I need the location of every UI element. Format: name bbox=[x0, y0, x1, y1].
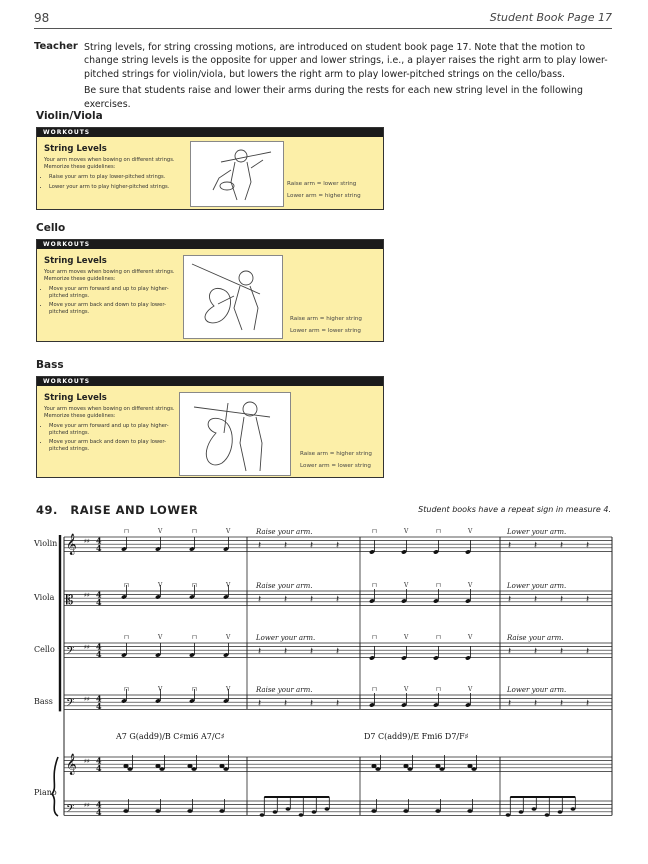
note-head bbox=[155, 809, 160, 813]
key-signature: ♯♯ bbox=[84, 644, 90, 651]
workout-description bbox=[44, 406, 179, 456]
bow-mark: V bbox=[158, 634, 163, 641]
rest-icon: 𝄽 bbox=[560, 540, 564, 551]
bassist-drawing bbox=[180, 393, 290, 475]
rest-icon: 𝄽 bbox=[258, 698, 262, 709]
rest-icon: 𝄽 bbox=[336, 540, 340, 551]
note-head bbox=[191, 767, 196, 771]
workout-banner: WORKOUTS bbox=[37, 377, 383, 386]
time-signature: 4 bbox=[96, 597, 102, 607]
teacher-label: Teacher bbox=[34, 41, 78, 52]
time-signature: 4 bbox=[96, 755, 102, 766]
time-signature: 4 bbox=[96, 701, 102, 711]
chord-symbols-m3: D7 C(add9)/E Fmi6 D7/F♯ bbox=[364, 732, 469, 741]
time-signature: 4 bbox=[96, 693, 102, 704]
note-head bbox=[471, 767, 476, 771]
note-head bbox=[435, 764, 440, 768]
rest-icon: 𝄽 bbox=[534, 594, 538, 605]
workout-banner: WORKOUTS bbox=[37, 128, 383, 137]
workout-intro: Your arm moves when bowing on different strings. Memorize these guidelines: bbox=[44, 406, 175, 419]
time-signature: 4 bbox=[96, 535, 102, 546]
time-signature: 4 bbox=[96, 649, 102, 659]
rest-icon: 𝄽 bbox=[310, 646, 314, 657]
workout-label-2: Lower arm = higher string bbox=[287, 193, 361, 199]
bow-mark: V bbox=[158, 528, 163, 535]
note-head bbox=[159, 767, 164, 771]
workout-box-cello bbox=[36, 239, 384, 342]
exercise-number: 49. bbox=[36, 503, 58, 517]
note-head bbox=[407, 767, 412, 771]
rest-icon: 𝄽 bbox=[310, 698, 314, 709]
bow-mark: V bbox=[468, 528, 473, 535]
note-head bbox=[506, 813, 511, 817]
workout-bullet: • Move your arm back and down to play lower-pitched strings. bbox=[49, 439, 179, 452]
note-head bbox=[223, 767, 228, 771]
rest-icon: 𝄽 bbox=[336, 698, 340, 709]
bow-mark: V bbox=[226, 528, 231, 535]
workout-label-1: Raise arm = higher string bbox=[300, 451, 372, 457]
rest-icon: 𝄽 bbox=[284, 698, 288, 709]
direction-text: Raise your arm. bbox=[256, 582, 313, 590]
bow-mark: V bbox=[468, 686, 473, 693]
rest-icon: 𝄽 bbox=[258, 646, 262, 657]
note-head bbox=[187, 764, 192, 768]
music-score bbox=[0, 515, 648, 864]
header-rule bbox=[34, 28, 612, 29]
note-head bbox=[571, 807, 576, 811]
rest-icon: 𝄽 bbox=[284, 540, 288, 551]
workout-heading: String Levels bbox=[44, 144, 107, 154]
rest-icon: 𝄽 bbox=[258, 594, 262, 605]
bow-mark: V bbox=[404, 634, 409, 641]
section-title-bass: Bass bbox=[36, 359, 64, 371]
bow-mark: V bbox=[404, 528, 409, 535]
note-head bbox=[123, 764, 128, 768]
bow-mark: V bbox=[158, 686, 163, 693]
page-number: 98 bbox=[34, 11, 50, 25]
bow-mark: ⊓ bbox=[436, 634, 442, 641]
instrument-name: Piano bbox=[34, 788, 57, 797]
note-head bbox=[545, 813, 550, 817]
workout-description bbox=[44, 157, 179, 193]
rest-icon: 𝄽 bbox=[508, 540, 512, 551]
direction-text: Lower your arm. bbox=[507, 686, 567, 694]
bow-mark: V bbox=[226, 634, 231, 641]
direction-text: Lower your arm. bbox=[256, 634, 316, 642]
time-signature: 4 bbox=[96, 763, 102, 773]
bow-mark: ⊓ bbox=[124, 634, 130, 641]
note-head bbox=[286, 807, 291, 811]
note-head bbox=[532, 807, 537, 811]
workout-bullet: • Move your arm forward and up to play higher-pitched strings. bbox=[49, 286, 179, 299]
cellist-illustration bbox=[183, 255, 283, 339]
note-head bbox=[260, 813, 265, 817]
time-signature: 4 bbox=[96, 807, 102, 817]
workout-bullet: • Move your arm back and down to play lower-pitched strings. bbox=[49, 302, 179, 315]
time-signature: 4 bbox=[96, 589, 102, 600]
cellist-drawing bbox=[184, 256, 282, 338]
workout-heading: String Levels bbox=[44, 256, 107, 266]
note-head bbox=[312, 810, 317, 814]
bow-mark: ⊓ bbox=[192, 634, 198, 641]
rest-icon: 𝄽 bbox=[284, 594, 288, 605]
bow-mark: ⊓ bbox=[372, 582, 378, 589]
workout-bullet: • Raise your arm to play lower-pitched strings. bbox=[49, 174, 179, 181]
instrument-name: Cello bbox=[34, 645, 55, 654]
bow-mark: ⊓ bbox=[192, 528, 198, 535]
clef-icon: 𝄢 bbox=[66, 803, 75, 818]
rest-icon: 𝄽 bbox=[534, 540, 538, 551]
exercise-name: RAISE AND LOWER bbox=[70, 503, 199, 517]
workout-label-1: Raise arm = lower string bbox=[287, 181, 357, 187]
workout-bullet: • Move your arm forward and up to play higher-pitched strings. bbox=[49, 423, 179, 436]
workout-intro: Your arm moves when bowing on different strings. Memorize these guidelines: bbox=[44, 157, 175, 170]
direction-text: Lower your arm. bbox=[507, 528, 567, 536]
bow-mark: V bbox=[226, 582, 231, 589]
key-signature: ♯♯ bbox=[84, 758, 90, 765]
note-head bbox=[467, 809, 472, 813]
bow-mark: ⊓ bbox=[124, 686, 130, 693]
rest-icon: 𝄽 bbox=[508, 594, 512, 605]
note-head bbox=[123, 809, 128, 813]
direction-text: Lower your arm. bbox=[507, 582, 567, 590]
clef-icon: 𝄡 bbox=[66, 593, 74, 608]
key-signature: ♯♯ bbox=[84, 696, 90, 703]
bow-mark: V bbox=[226, 686, 231, 693]
instrument-name: Bass bbox=[34, 697, 53, 706]
rest-icon: 𝄽 bbox=[560, 698, 564, 709]
direction-text: Raise your arm. bbox=[507, 634, 564, 642]
note-head bbox=[127, 767, 132, 771]
note-head bbox=[325, 807, 330, 811]
time-signature: 4 bbox=[96, 543, 102, 553]
workout-label-2: Lower arm = lower string bbox=[290, 328, 361, 334]
clef-icon: 𝄞 bbox=[66, 534, 77, 555]
violinist-drawing bbox=[191, 142, 283, 206]
rest-icon: 𝄽 bbox=[310, 540, 314, 551]
bow-mark: V bbox=[158, 582, 163, 589]
piano-brace bbox=[52, 757, 58, 816]
note-head bbox=[403, 809, 408, 813]
teacher-paragraph-1: String levels, for string crossing motions, are introduced on student book page 17. Note that the motion to change string levels is the opposite for upper and lower strings, i.e., a player raises the right arm to play lower-pitched strings for violin/viola, but lowers the right arm to play lower-pitched strings on the cello/bass. bbox=[84, 42, 608, 80]
rest-icon: 𝄽 bbox=[586, 646, 590, 657]
workout-intro: Your arm moves when bowing on different strings. Memorize these guidelines: bbox=[44, 269, 175, 282]
rest-icon: 𝄽 bbox=[586, 540, 590, 551]
rest-icon: 𝄽 bbox=[258, 540, 262, 551]
bow-mark: V bbox=[404, 686, 409, 693]
bassist-illustration bbox=[179, 392, 291, 476]
note-head bbox=[371, 764, 376, 768]
note-head bbox=[219, 764, 224, 768]
note-head bbox=[155, 764, 160, 768]
rest-icon: 𝄽 bbox=[586, 698, 590, 709]
exercise-note: Student books have a repeat sign in measure 4. bbox=[418, 505, 611, 514]
workout-label-1: Raise arm = higher string bbox=[290, 316, 362, 322]
workout-banner: WORKOUTS bbox=[37, 240, 383, 249]
rest-icon: 𝄽 bbox=[508, 646, 512, 657]
note-head bbox=[299, 813, 304, 817]
rest-icon: 𝄽 bbox=[560, 594, 564, 605]
rest-icon: 𝄽 bbox=[560, 646, 564, 657]
teacher-paragraph-2: Be sure that students raise and lower their arms during the rests for each new string level in the following exercises. bbox=[84, 85, 583, 110]
instrument-name: Viola bbox=[34, 593, 55, 602]
workout-bullet: • Lower your arm to play higher-pitched strings. bbox=[49, 184, 179, 191]
bow-mark: V bbox=[404, 582, 409, 589]
note-head bbox=[375, 767, 380, 771]
teacher-note bbox=[84, 41, 612, 114]
chord-symbols-m1: A7 G(add9)/B C♯mi6 A7/C♯ bbox=[116, 732, 225, 741]
workout-description bbox=[44, 269, 179, 319]
rest-icon: 𝄽 bbox=[284, 646, 288, 657]
clef-icon: 𝄞 bbox=[66, 754, 77, 775]
bow-mark: V bbox=[468, 634, 473, 641]
bow-mark: ⊓ bbox=[124, 582, 130, 589]
key-signature: ♯♯ bbox=[84, 802, 90, 809]
instrument-name: Violin bbox=[34, 539, 58, 548]
note-head bbox=[187, 809, 192, 813]
section-title-cello: Cello bbox=[36, 222, 66, 234]
time-signature: 4 bbox=[96, 799, 102, 810]
bow-mark: ⊓ bbox=[192, 582, 198, 589]
note-head bbox=[273, 810, 278, 814]
direction-text: Raise your arm. bbox=[256, 528, 313, 536]
bow-mark: ⊓ bbox=[436, 582, 442, 589]
workout-label-2: Lower arm = lower string bbox=[300, 463, 371, 469]
note-head bbox=[467, 764, 472, 768]
key-signature: ♯♯ bbox=[84, 538, 90, 545]
bow-mark: ⊓ bbox=[372, 528, 378, 535]
bow-mark: ⊓ bbox=[124, 528, 130, 535]
bow-mark: V bbox=[468, 582, 473, 589]
rest-icon: 𝄽 bbox=[586, 594, 590, 605]
rest-icon: 𝄽 bbox=[336, 646, 340, 657]
rest-icon: 𝄽 bbox=[534, 698, 538, 709]
bow-mark: ⊓ bbox=[372, 686, 378, 693]
note-head bbox=[371, 809, 376, 813]
note-head bbox=[439, 767, 444, 771]
note-head bbox=[519, 810, 524, 814]
section-title-violin-viola: Violin/Viola bbox=[36, 110, 103, 122]
clef-icon: 𝄢 bbox=[66, 645, 75, 660]
rest-icon: 𝄽 bbox=[310, 594, 314, 605]
bow-mark: ⊓ bbox=[192, 686, 198, 693]
page-title: Student Book Page 17 bbox=[489, 11, 612, 24]
violinist-illustration bbox=[190, 141, 284, 207]
rest-icon: 𝄽 bbox=[534, 646, 538, 657]
bow-mark: ⊓ bbox=[372, 634, 378, 641]
rest-icon: 𝄽 bbox=[336, 594, 340, 605]
workout-box-bass bbox=[36, 376, 384, 478]
note-head bbox=[435, 809, 440, 813]
workout-box-violin-viola bbox=[36, 127, 384, 210]
clef-icon: 𝄢 bbox=[66, 697, 75, 712]
rest-icon: 𝄽 bbox=[508, 698, 512, 709]
note-head bbox=[558, 810, 563, 814]
bow-mark: ⊓ bbox=[436, 528, 442, 535]
bow-mark: ⊓ bbox=[436, 686, 442, 693]
note-head bbox=[403, 764, 408, 768]
workout-heading: String Levels bbox=[44, 393, 107, 403]
time-signature: 4 bbox=[96, 641, 102, 652]
direction-text: Raise your arm. bbox=[256, 686, 313, 694]
note-head bbox=[219, 809, 224, 813]
key-signature: ♯♯ bbox=[84, 592, 90, 599]
